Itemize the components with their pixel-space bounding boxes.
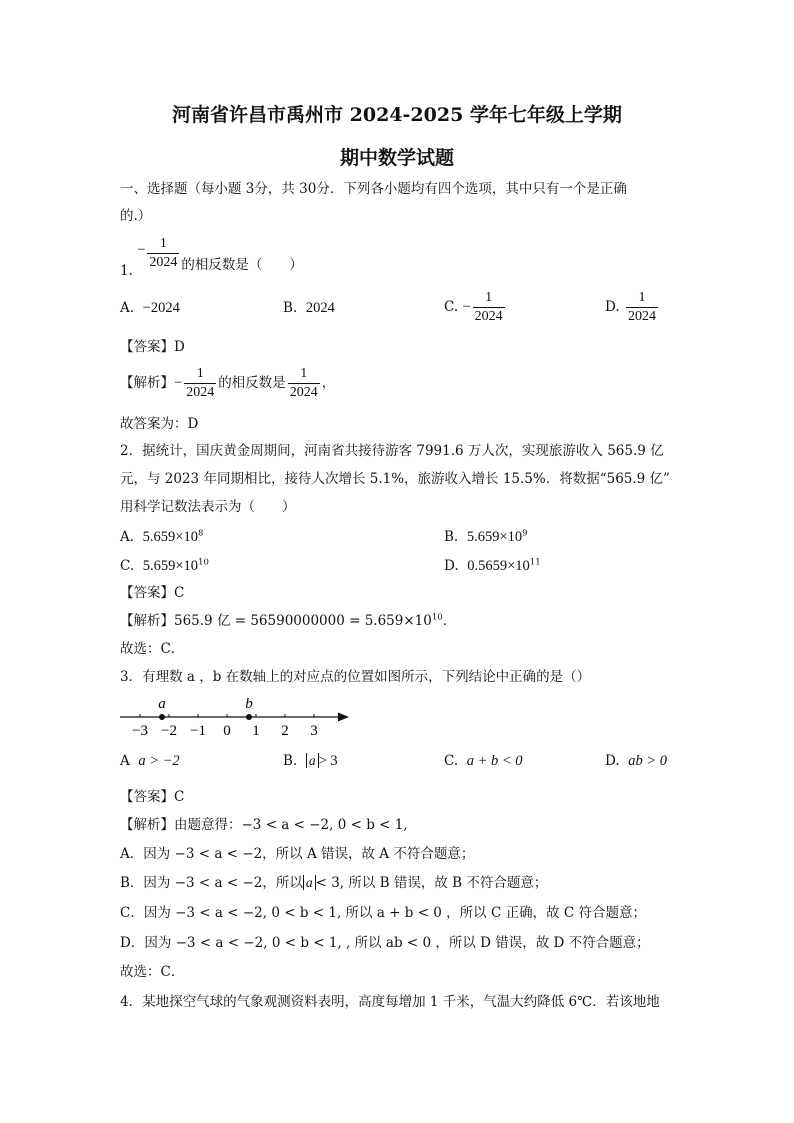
fraction-denominator: 2024 [149,255,178,270]
conclusion: 故选：C． [120,641,185,657]
number-line-tick-label: −2 [161,723,177,739]
analysis-line-a: A．因为 −3 < a < −2，所以 A 错误，故 A 不符合题意； [120,846,475,862]
option-c[interactable] [444,290,507,325]
question-1-stem [120,236,303,280]
question-4-line-1: 4．某地探空气球的气象观测资料表明，高度每增加 1 千米，气温大约降低 6℃．若该地地 [120,994,660,1010]
option-label: A [120,753,130,769]
option-b[interactable] [444,528,528,546]
answer: 【答案】C [120,789,185,805]
analysis-text: B．因为 −3 < a < −2，所以 [120,875,303,891]
option-a[interactable] [120,752,180,770]
option-a[interactable] [120,528,203,546]
fraction [147,236,179,271]
number-line-tick-label: −1 [190,723,206,739]
analysis-line-d: D．因为 −3 < a < −2, 0 < b < 1, , 所以 ab < 0 ，所以 D 错误，故 D 不符合题意； [120,935,650,951]
question-text: 的相反数是（ ） [181,257,303,273]
number-line-tick-label: 0 [223,723,231,739]
fraction [626,290,658,325]
analysis-end: ， [321,375,336,391]
fraction-sign: − [462,299,471,315]
fraction-sign: − [174,375,183,391]
exponent: 10 [431,612,443,623]
exponent: 10 [198,557,209,568]
conclusion: 故选：C． [120,964,185,980]
number-line-tick-label: 3 [310,723,318,739]
option-label: C. [120,558,135,574]
question-2-line-3: 用科学记数法表示为（ ） [120,499,296,515]
conclusion: 故答案为：D [120,416,199,432]
answer: 【答案】C [120,585,185,601]
option-label: C. [444,299,459,315]
option-c[interactable] [444,752,523,770]
answer: 【答案】D [120,339,185,355]
option-text: 5.659×10 [142,558,199,574]
fraction-numerator: 1 [300,366,308,381]
option-text: 5.659×10 [142,529,198,545]
absolute-value: a [303,875,316,890]
option-label: B. [283,753,298,769]
fraction-numerator: 1 [196,366,204,381]
option-a[interactable] [120,299,180,317]
analysis-line-c: C．因为 −3 < a < −2, 0 < b < 1, 所以 a + b < 0 ，所以 C 正确，故 C 符合题意； [120,905,647,921]
point-a-label: a [158,696,166,712]
exponent: 8 [197,528,204,539]
option-label: A. [120,300,135,316]
arrow-head-icon [338,713,349,722]
question-number: 1. [120,263,133,279]
fraction-sign: − [137,242,146,258]
fraction-numerator: 1 [485,290,493,305]
option-label: D. [605,753,620,769]
analysis-text-end: < 3, 所以 B 错误，故 B 不符合题意； [315,875,548,891]
option-text: 0.5659×10 [467,558,530,574]
section-heading-cont: 的.） [120,208,152,224]
number-line-tick-label: 1 [252,723,260,739]
option-label: A. [120,529,135,545]
fraction [184,366,216,401]
option-text: −2024 [142,300,180,316]
option-text: a > −2 [138,753,180,769]
option-b[interactable] [283,752,338,770]
title-line-2: 期中数学试题 [339,147,454,169]
option-d[interactable] [444,557,541,575]
analysis [120,366,335,401]
section-heading: 一、选择题（每小题 3分，共 30分．下列各小题均有四个选项，其中只有一个是正确 [120,181,627,197]
analysis-label: 【解析】 [120,375,174,391]
option-c[interactable] [120,557,209,575]
number-line [112,692,362,740]
fraction-denominator: 2024 [474,309,503,324]
option-d[interactable] [605,752,667,770]
analysis-text: 【解析】565.9 亿 = 56590000000 = 5.659×10 [120,613,432,629]
question-3-line-1: 3．有理数 a ，b 在数轴上的对应点的位置如图所示，下列结论中正确的是（） [120,669,591,685]
exponent: 11 [529,557,541,568]
analysis: 【解析】由题意得：−3 < a < −2, 0 < b < 1, [120,817,408,833]
question-2-line-2: 元，与 2023 年同期相比，接待人次增长 5.1%，旅游收入增长 15.5%．将数据“565.9 亿” [120,471,670,487]
option-text: 2024 [305,300,335,316]
point-a-dot [159,714,165,720]
option-b[interactable] [283,299,335,317]
option-label: D. [444,558,459,574]
absolute-value: a [306,753,319,768]
fraction-denominator: 2024 [289,385,318,400]
question-2-line-1: 2．据统计，国庆黄金周期间，河南省共接待游客 7991.6 万人次，实现旅游收入 565.9 亿 [120,443,664,459]
analysis-line-b [120,874,547,892]
fraction-denominator: 2024 [186,385,215,400]
analysis-text: 的相反数是 [218,375,286,391]
option-text: > 3 [318,753,338,769]
option-label: B. [444,529,459,545]
title-line-1: 河南省许昌市禹州市 2024-2025 学年七年级上学期 [172,104,622,126]
analysis-end: ． [442,613,457,629]
option-d[interactable] [605,290,660,325]
fraction [473,290,505,325]
point-b-label: b [245,696,253,712]
fraction-numerator: 1 [159,236,167,251]
point-b-dot [246,714,252,720]
option-text: 5.659×10 [466,529,523,545]
analysis [120,612,456,630]
fraction-numerator: 1 [638,290,646,305]
number-line-tick-label: −3 [132,723,148,739]
option-text: a + b < 0 [466,753,523,769]
option-label: B. [283,300,298,316]
number-line-tick-label: 2 [281,723,289,739]
fraction [288,366,320,401]
option-label: D. [605,299,620,315]
exponent: 9 [522,528,528,539]
option-text: ab > 0 [628,753,668,769]
fraction-denominator: 2024 [627,309,656,324]
option-label: C. [444,753,459,769]
